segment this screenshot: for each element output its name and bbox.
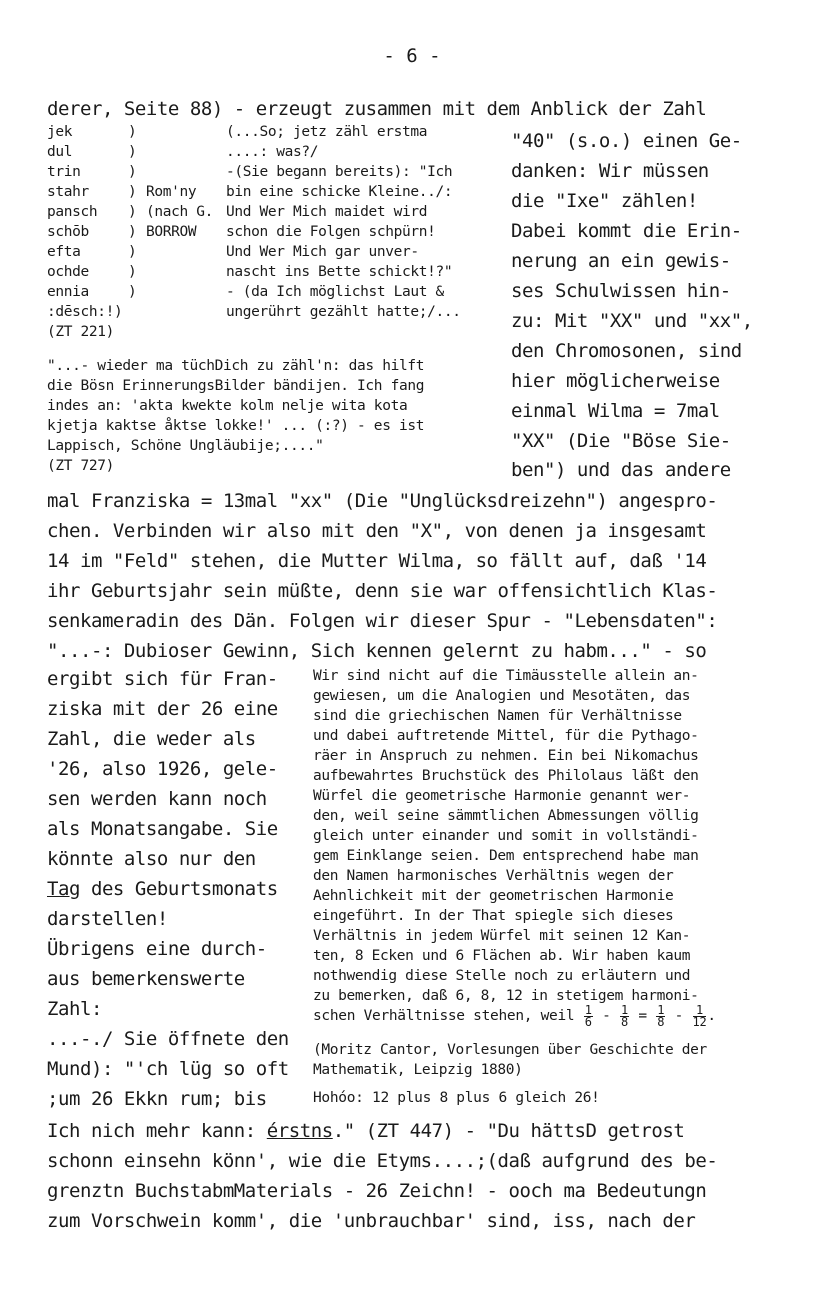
fraction — [620, 1002, 629, 1029]
quote-line: eingeführt. In der That spiegle sich dieses — [313, 908, 674, 924]
quote-line: Und Wer Mich gar unver- — [226, 244, 419, 260]
fraction — [692, 1002, 707, 1029]
quote-line: ungerührt gezählt hatte;/... — [226, 304, 461, 320]
quote-paren: ) — [128, 224, 137, 240]
quote-line: räer in Anspruch zu nehmen. Ein bei Nikomachus — [313, 748, 699, 764]
quote-mid — [146, 162, 213, 182]
page-number: - 6 - — [383, 45, 441, 67]
quote-paren: ) — [128, 184, 137, 200]
quote-line: ....: was?/ — [226, 144, 319, 160]
quote-reference: (ZT 221) — [47, 324, 115, 340]
right-column-line: Dabei kommt die Erin- — [511, 220, 742, 242]
quote-line: gewiesen, um die Analogien und Mesotäten, das — [313, 688, 691, 704]
left-column-line — [47, 874, 278, 904]
source-line: (Moritz Cantor, Vorlesungen über Geschichte der — [313, 1042, 707, 1058]
left-column-line: ;um 26 Ekkn rum; bis — [47, 1088, 267, 1110]
cantor-quote — [313, 666, 698, 1006]
quote-mid: Rom'ny — [146, 184, 197, 200]
quote-zt727 — [47, 356, 424, 476]
quote-mid — [146, 142, 213, 162]
left-column-line: ziska mit der 26 eine — [47, 698, 278, 720]
left-column-line: '26, also 1926, gele- — [47, 758, 278, 780]
quote-paren: ) — [128, 284, 137, 300]
left-column-line: ...-./ Sie öffnete den — [47, 1028, 289, 1050]
quote-line: gem Einklange seien. Dem entsprechend habe man — [313, 848, 699, 864]
quote-line: pansch — [47, 204, 98, 220]
body-line: 14 im "Feld" stehen, die Mutter Wilma, so fällt auf, daß '14 — [47, 550, 707, 572]
quote-line: nascht ins Bette schickt!?" — [226, 264, 453, 280]
left-column-line: Übrigens eine durch- — [47, 938, 267, 960]
quote-mid: BORROW — [146, 224, 197, 240]
right-column-line: ses Schulwissen hin- — [511, 280, 731, 302]
quote-mid: (nach G. — [146, 204, 214, 220]
quote-line: schon die Folgen schpürn! — [226, 224, 436, 240]
left-column-line: ergibt sich für Fran- — [47, 668, 278, 690]
quote-line: jek — [47, 124, 73, 140]
quote-line: dul — [47, 144, 73, 160]
hohoo-line: Hohóo: 12 plus 8 plus 6 gleich 26! — [313, 1090, 600, 1106]
quote-line: (...So; jetz zähl erstma — [226, 124, 428, 140]
left-column-line: könnte also nur den — [47, 848, 256, 870]
source-line: Mathematik, Leipzig 1880) — [313, 1062, 523, 1078]
quote-zt221-names — [47, 122, 122, 342]
body-line — [47, 1116, 684, 1146]
quote-paren: ) — [128, 144, 137, 160]
left-column-text: des Geburtsmonats — [79, 878, 278, 900]
left-column-line: sen werden kann noch — [47, 788, 267, 810]
quote-line: kjetja kaktse åktse lokke!' ... (:?) - es ist — [47, 418, 425, 434]
quote-line: efta — [47, 244, 81, 260]
harmonic-formula — [313, 1002, 716, 1030]
quote-line: bin eine schicke Kleine../: — [226, 184, 453, 200]
left-column-line: Zahl: — [47, 998, 102, 1020]
quote-zt221-text — [226, 122, 461, 322]
underlined-word-erstns: érstns — [266, 1120, 333, 1142]
top-line: derer, Seite 88) - erzeugt zusammen mit dem Anblick der Zahl — [47, 98, 707, 120]
body-line: grenztn BuchstabmMaterials - 26 Zeichn! - ooch ma Bedeutungn — [47, 1180, 707, 1202]
right-column-line: hier möglicherweise — [511, 370, 720, 392]
body-line: chen. Verbinden wir also mit den "X", von denen ja insgesamt — [47, 520, 707, 542]
fraction-numerator: 1 — [621, 1002, 628, 1017]
quote-reference: (ZT 727) — [47, 458, 115, 474]
fraction-denominator: 8 — [621, 1014, 628, 1029]
quote-paren: ) — [128, 164, 137, 180]
left-column-line: Mund): "'ch lüg so oft — [47, 1058, 289, 1080]
fraction-numerator: 1 — [693, 1005, 707, 1017]
quote-line: den, weil seine sämmtlichen Abmessungen völlig — [313, 808, 699, 824]
quote-paren: ) — [128, 204, 137, 220]
formula-end: . — [707, 1008, 716, 1024]
fraction-numerator: 1 — [657, 1002, 665, 1017]
left-column-line: aus bemerkenswerte — [47, 968, 245, 990]
quote-line: indes an: 'akta kwekte kolm nelje wita kota — [47, 398, 408, 414]
quote-line: Verhältnis in jedem Würfel mit seinen 12 Kan- — [313, 928, 691, 944]
right-column-line: den Chromosonen, sind — [511, 340, 742, 362]
body-text: Ich nich mehr kann: — [47, 1120, 267, 1142]
quote-line: Würfel die geometrische Harmonie genannt wer- — [313, 788, 691, 804]
formula-operator: = — [638, 1008, 647, 1024]
fraction — [656, 1002, 665, 1029]
quote-line: - (da Ich möglichst Laut & — [226, 284, 444, 300]
cantor-source — [313, 1040, 707, 1080]
quote-line: den Namen harmonisches Verhältnis wegen der — [313, 868, 674, 884]
right-column-line: nerung an ein gewis- — [511, 250, 731, 272]
body-text: ." (ZT 447) - "Du hättsD getrost — [332, 1120, 685, 1142]
quote-line: sind die griechischen Namen für Verhältnisse — [313, 708, 682, 724]
quote-line: ennia — [47, 284, 89, 300]
right-column-line: die "Ixe" zählen! — [511, 190, 698, 212]
right-column-line: "40" (s.o.) einen Ge- — [511, 130, 742, 152]
quote-line: ochde — [47, 264, 89, 280]
right-column-line: einmal Wilma = 7mal — [511, 400, 720, 422]
quote-line: trin — [47, 164, 81, 180]
quote-line: "...- wieder ma tüchDich zu zähl'n: das hilft — [47, 358, 425, 374]
left-column-line: als Monatsangabe. Sie — [47, 818, 278, 840]
left-column-line: darstellen! — [47, 908, 168, 930]
fraction-denominator: 6 — [584, 1014, 592, 1029]
quote-line: schōb — [47, 224, 89, 240]
quote-line: Wir sind nicht auf die Timäusstelle allein an- — [313, 668, 699, 684]
right-column-line: ben") und das andere — [511, 459, 731, 481]
quote-line: aufbewahrtes Bruchstück des Philolaus läßt den — [313, 768, 699, 784]
fraction-denominator: 8 — [657, 1014, 665, 1029]
underlined-word-tag: Tag — [47, 878, 80, 900]
quote-line: ten, 8 Ecken und 6 Flächen ab. Wir haben kaum — [313, 948, 691, 964]
quote-line: Aehnlichkeit mit der geometrischen Harmonie — [313, 888, 674, 904]
quote-paren: ) — [128, 244, 137, 260]
right-column-line: zu: Mit "XX" und "xx", — [511, 310, 753, 332]
body-line: schonn einsehn könn', wie die Etyms....;(daß aufgrund des be- — [47, 1150, 718, 1172]
formula-operator: - — [674, 1008, 684, 1024]
body-line: senkameradin des Dän. Folgen wir dieser Spur - "Lebensdaten": — [47, 610, 718, 632]
body-line: ihr Geburtsjahr sein müßte, denn sie war offensichtlich Klas- — [47, 580, 718, 602]
quote-paren: ) — [128, 124, 137, 140]
quote-line: und dabei auftretende Mittel, für die Pythago- — [313, 728, 699, 744]
quote-line: Und Wer Mich maidet wird — [226, 204, 428, 220]
quote-line: Lappisch, Schöne Ungläubije;...." — [47, 438, 324, 454]
quote-line: -(Sie begann bereits): "Ich — [226, 164, 453, 180]
quote-paren: ) — [128, 264, 137, 280]
right-column-line: "XX" (Die "Böse Sie- — [511, 430, 731, 452]
quote-line: die Bösn ErinnerungsBilder bändijen. Ich fang — [47, 378, 425, 394]
left-column-line: Zahl, die weder als — [47, 728, 256, 750]
fraction — [584, 1002, 593, 1029]
quote-line: nothwendig diese Stelle noch zu erläutern und — [313, 968, 691, 984]
formula-operator: - — [602, 1008, 611, 1024]
quote-line: stahr — [47, 184, 89, 200]
quote-line: zu bemerken, daß 6, 8, 12 in stetigem harmoni- — [313, 988, 699, 1004]
body-line: zum Vorschwein komm', die 'unbrauchbar' sind, iss, nach der — [47, 1210, 696, 1232]
quote-mid — [146, 122, 213, 142]
quote-zt221-mid — [146, 122, 213, 242]
body-line: "...-: Dubioser Gewinn, Sich kennen gelernt zu habm..." - so — [47, 640, 707, 662]
quote-zt221-parens — [128, 122, 136, 302]
quote-line: :dēsch:!) — [47, 304, 123, 320]
right-column-line: danken: Wir müssen — [511, 160, 709, 182]
body-line: mal Franziska = 13mal "xx" (Die "Unglücksdreizehn") angespro- — [47, 490, 718, 512]
fraction-numerator: 1 — [584, 1002, 592, 1017]
fraction-denominator: 12 — [692, 1014, 707, 1029]
formula-text: schen Verhältnisse stehen, weil — [313, 1008, 575, 1024]
quote-line: gleich unter einander und somit in vollständi- — [313, 828, 699, 844]
